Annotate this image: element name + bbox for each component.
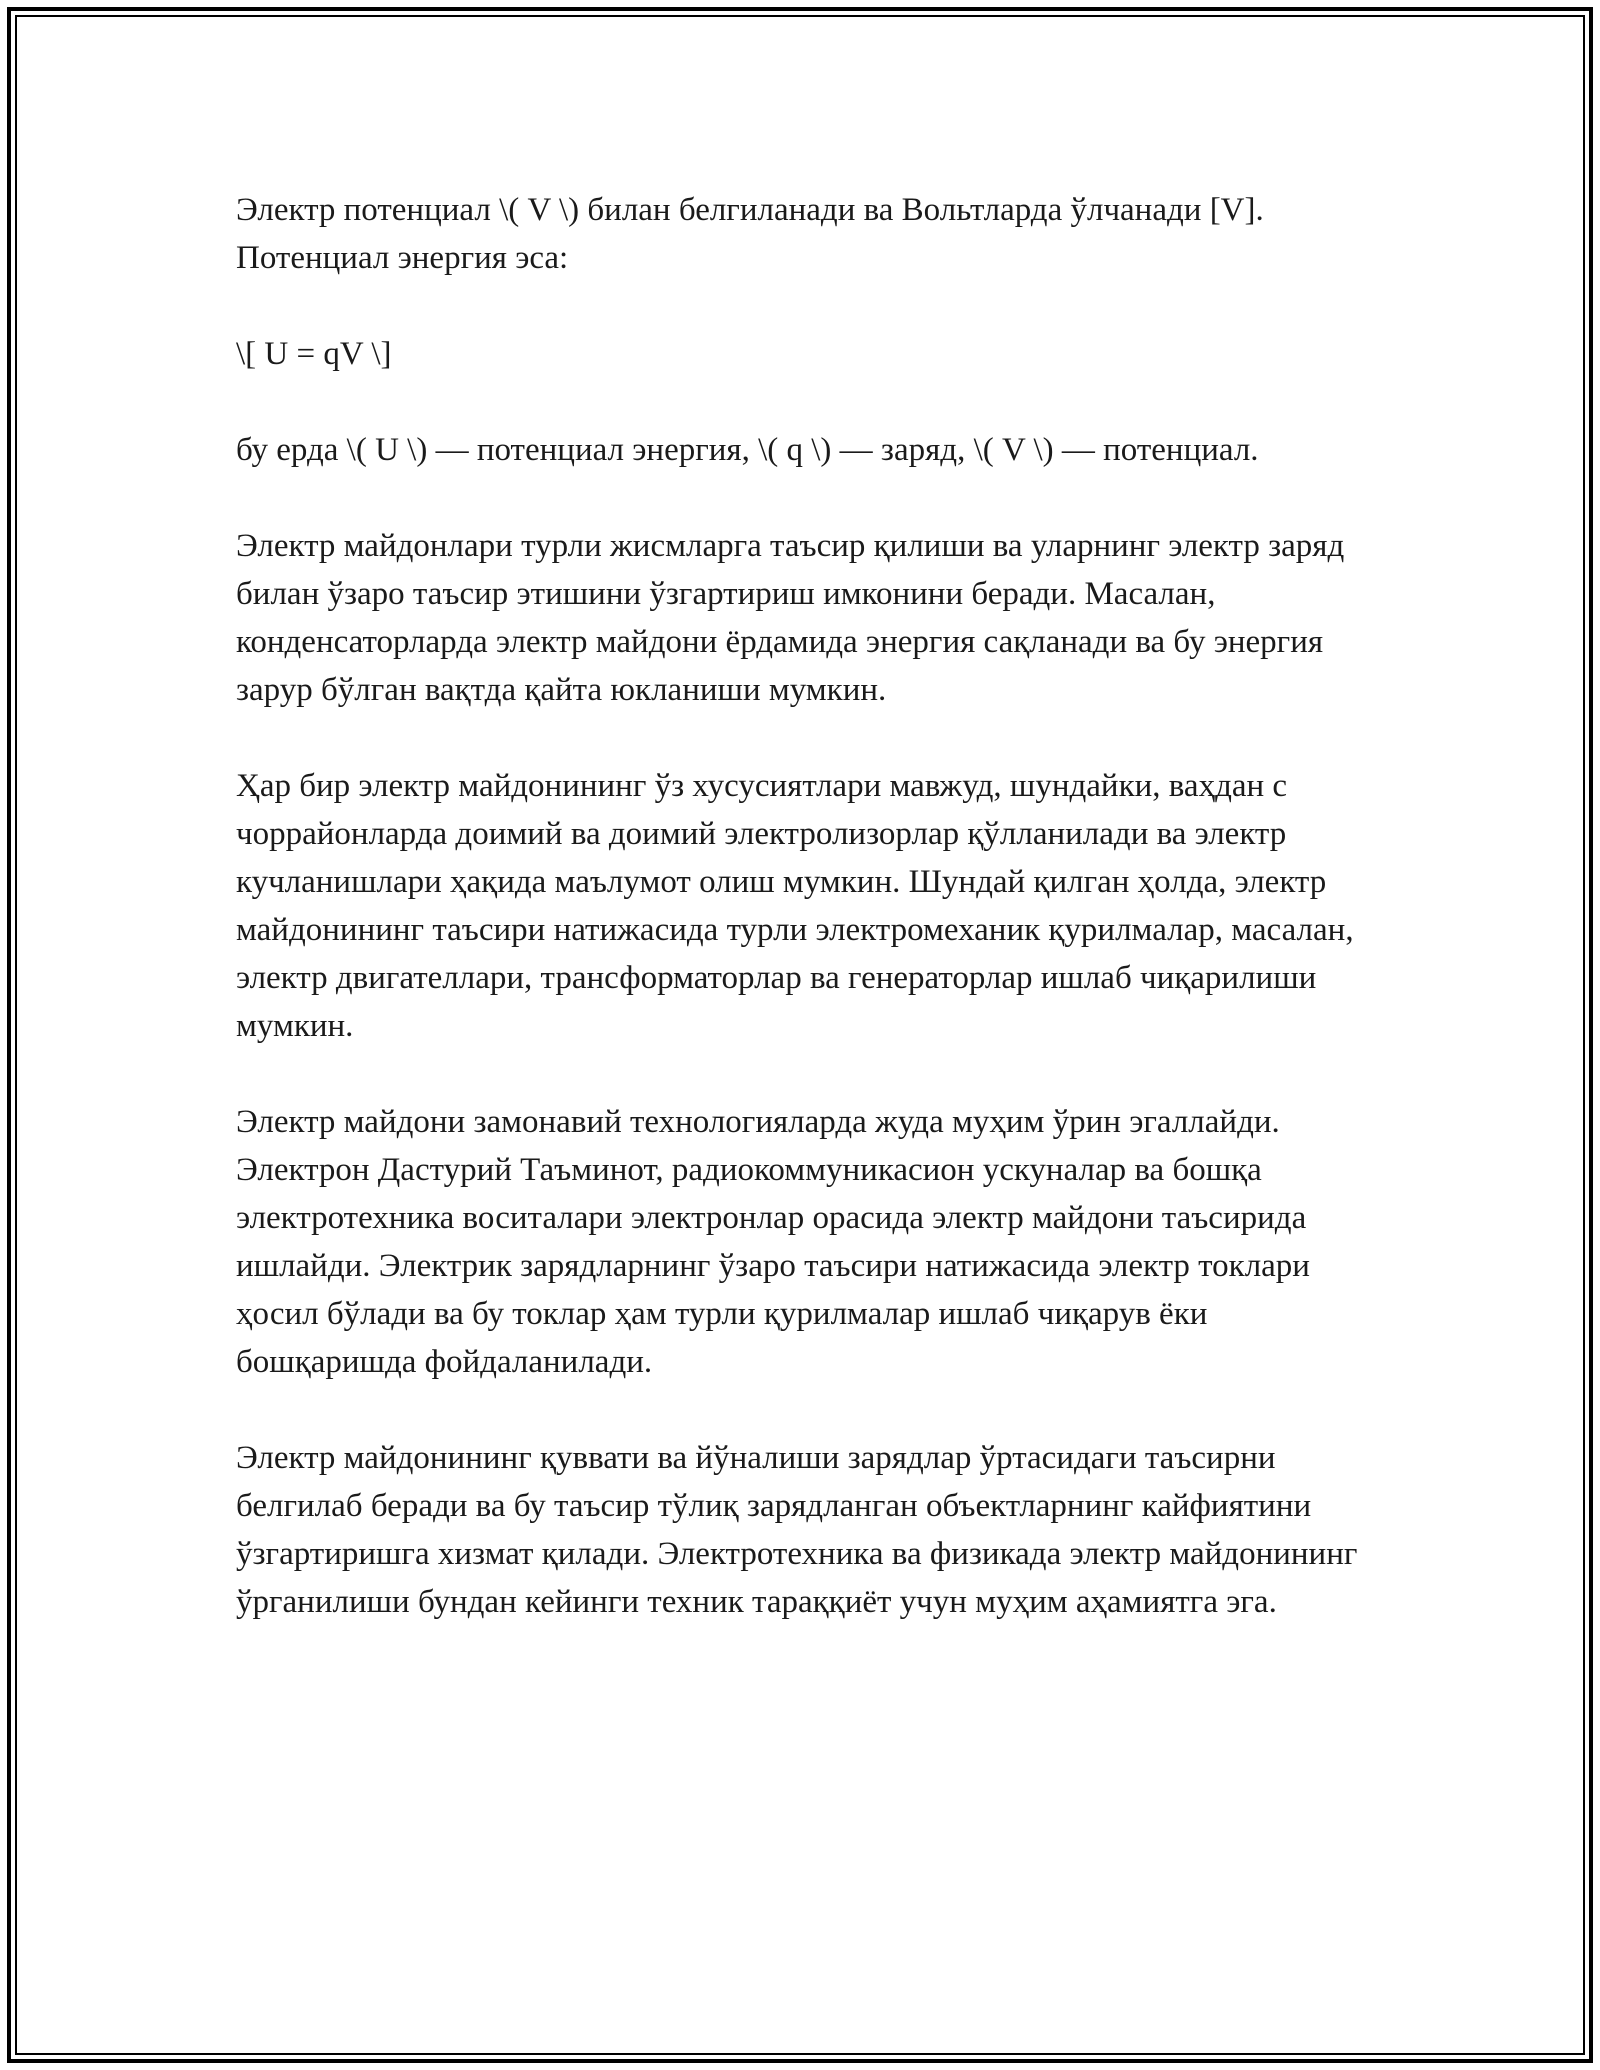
document-body: [236, 186, 1366, 1674]
paragraph-formula-legend: бу ерда \( U \) — потенциал энергия, \( q \) — заряд, \( V \) — потенциал.: [236, 432, 1259, 468]
paragraph-field-effects: Электр майдонлари турли жисмларга таъсир қилиши ва уларнинг электр заряд билан ўзаро таъсир этишини ўзгартириш имконини беради. Масалан, конденсаторларда электр майдони ёрдамида энергия сақланади ва бу энергия зарур бўлган вақтда қайта юкланиши мумкин.: [236, 528, 1345, 708]
paragraph-field-strength: Электр майдонининг қуввати ва йўналиши зарядлар ўртасидаги таъсирни белгилаб беради ва бу таъсир тўлиқ зарядланган объектларнинг кайфиятини ўзгартиришга хизмат қилади. Электротехника ва физикада электр майдонининг ўрганилиши бундан кейинги техник тараққиёт учун муҳим аҳамиятга эга.: [236, 1440, 1358, 1620]
paragraph-field-properties: Ҳар бир электр майдонининг ўз хусусиятлари мавжуд, шундайки, ваҳдан с чоррайонларда доимий ва доимий электролизорлар қўлланилади ва электр кучланишлари ҳақида маълумот олиш мумкин. Шундай қилган ҳолда, электр майдонининг таъсири натижасида турли электромеханик қурилмалар, масалан, электр двигателлари, трансформаторлар ва генераторлар ишлаб чиқарилиши мумкин.: [236, 768, 1354, 1044]
formula-potential-energy: \[ U = qV \]: [236, 336, 392, 372]
paragraph-modern-technology: Электр майдони замонавий технологияларда жуда муҳим ўрин эгаллайди. Электрон Дастурий Таъминот, радиокоммуникасион ускуналар ва бошқа электротехника воситалари электронлар орасида электр майдони таъсирида ишлайди. Электрик зарядларнинг ўзаро таъсири натижасида электр токлари ҳосил бўлади ва бу токлар ҳам турли қурилмалар ишлаб чиқарув ёки бошқаришда фойдаланилади.: [236, 1104, 1310, 1380]
paragraph-potential-definition: Электр потенциал \( V \) билан белгиланади ва Вольтларда ўлчанади [V]. Потенциал энергия эса:: [236, 192, 1264, 276]
